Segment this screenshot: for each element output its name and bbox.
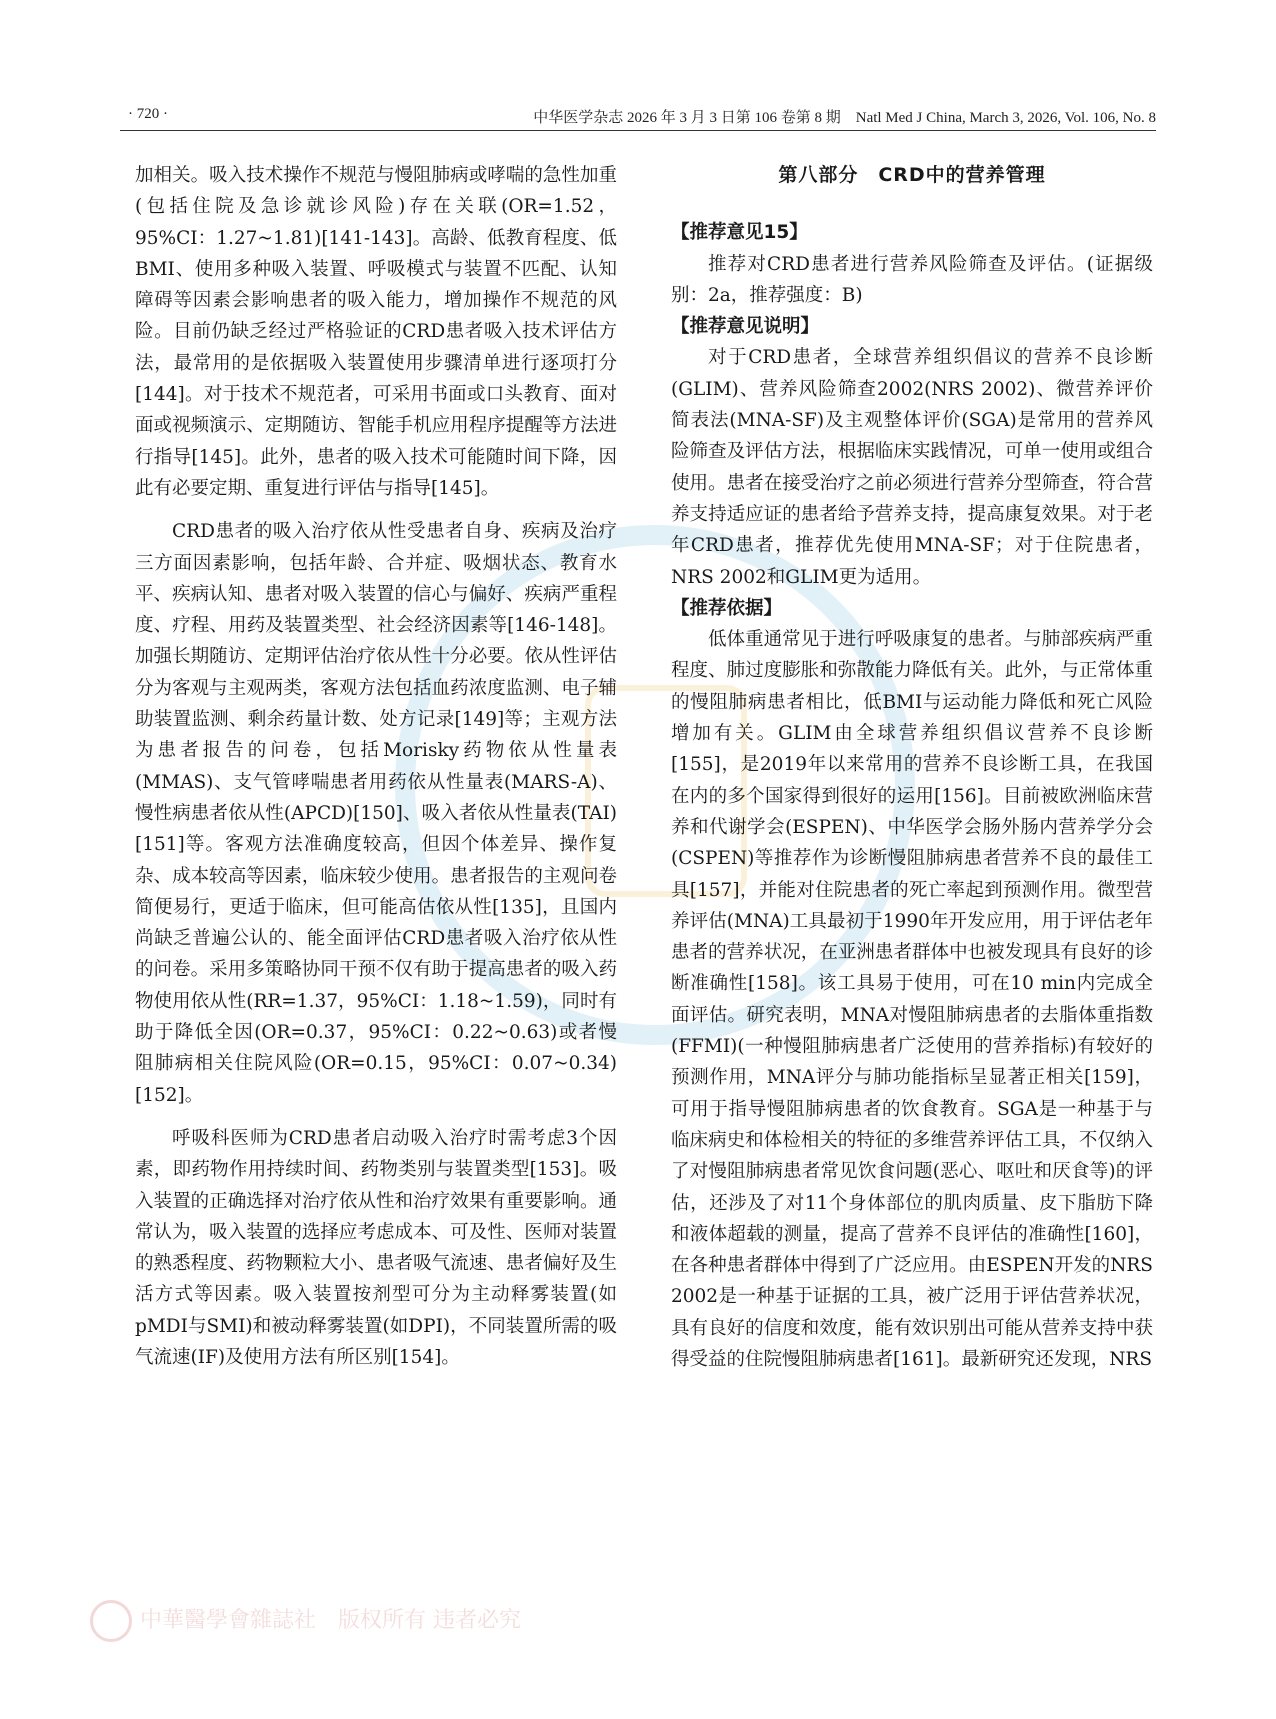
paragraph: 加相关。吸入技术操作不规范与慢阻肺病或哮喘的急性加重(包括住院及急诊就诊风险)存在关联(OR=1.52，95%CI：1.27~1.81)[141-143]。高龄、低教育程度、低BMI、使用多种吸入装置、呼吸模式与装置不匹配、认知障碍等因素会影响患者的吸入能力，增加操作不规范的风险。目前仍缺乏经过严格验证的CRD患者吸入技术评估方法，最常用的是依据吸入装置使用步骤清单进行逐项打分[144]。对于技术不规范者，可采用书面或口头教育、面对面或视频演示、定期随访、智能手机应用程序提醒等方法进行指导[145]。此外，患者的吸入技术可能随时间下降，因此有必要定期、重复进行评估与指导[145]。	[135, 165, 617, 499]
recommendation-heading: 【推荐意见15】	[671, 222, 808, 244]
basis-heading: 【推荐依据】	[671, 597, 783, 619]
section-title: 第八部分 CRD中的营养管理	[778, 164, 1046, 186]
right-column	[671, 160, 1153, 1375]
page-number: · 720 ·	[128, 106, 168, 122]
paragraph: 呼吸科医师为CRD患者启动吸入治疗时需考虑3个因素，即药物作用持续时间、药物类别与装置类型[153]。吸入装置的正确选择对治疗依从性和治疗效果有重要影响。通常认为，吸入装置的选择应考虑成本、可及性、医师对装置的熟悉程度、药物颗粒大小、患者吸气流速、患者偏好及生活方式等因素。吸入装置按剂型可分为主动释雾装置(如pMDI与SMI)和被动释雾装置(如DPI)，不同装置所需的吸气流速(IF)及使用方法有所区别[154]。	[135, 1127, 617, 1368]
running-header	[120, 100, 1156, 131]
publisher-seal-icon	[90, 1600, 132, 1642]
journal-citation: 中华医学杂志 2026 年 3 月 3 日第 106 卷第 8 期 Natl Med J China, March 3, 2026, Vol. 106, No. 8	[533, 110, 1156, 126]
recommendation-text: 推荐对CRD患者进行营养风险筛查及评估。(证据级别：2a，推荐强度：B)	[671, 253, 1153, 306]
left-column	[135, 160, 617, 1373]
publisher-watermark: 中華醫學會雜誌社 版权所有 违者必究	[90, 1600, 510, 1640]
basis-text: 低体重通常见于进行呼吸康复的患者。与肺部疾病严重程度、肺过度膨胀和弥散能力降低有关。此外，与正常体重的慢阻肺病患者相比，低BMI与运动能力降低和死亡风险增加有关。GLIM由全球营养组织倡议营养不良诊断[155]，是2019年以来常用的营养不良诊断工具，在我国在内的多个国家得到很好的运用[156]。目前被欧洲临床营养和代谢学会(ESPEN)、中华医学会肠外肠内营养学分会(CSPEN)等推荐作为诊断慢阻肺病患者营养不良的最佳工具[157]，并能对住院患者的死亡率起到预测作用。微型营养评估(MNA)工具最初于1990年开发应用，用于评估老年患者的营养状况，在亚洲患者群体中也被发现具有良好的诊断准确性[158]。该工具易于使用，可在10 min内完成全面评估。研究表明，MNA对慢阻肺病患者的去脂体重指数(FFMI)(一种慢阻肺病患者广泛使用的营养指标)有较好的预测作用，MNA评分与肺功能指标呈显著正相关[159]，可用于指导慢阻肺病患者的饮食教育。SGA是一种基于与临床病史和体检相关的特征的多维营养评估工具，不仅纳入了对慢阻肺病患者常见饮食问题(恶心、呕吐和厌食等)的评估，还涉及了对11个身体部位的肌肉质量、皮下脂肪下降和液体超载的测量，提高了营养不良评估的准确性[160]，在各种患者群体中得到了广泛应用。由ESPEN开发的NRS 2002是一种基于证据的工具，被广泛用于评估营养状况，具有良好的信度和效度，能有效识别出可能从营养支持中获得受益的住院慢阻肺病患者[161]。最新研究还发现，NRS	[671, 629, 1153, 1370]
explanation-text: 对于CRD患者，全球营养组织倡议的营养不良诊断(GLIM)、营养风险筛查2002(NRS 2002)、微营养评价简表法(MNA-SF)及主观整体评价(SGA)是常用的营养风险筛查及评估方法，根据临床实践情况，可单一使用或组合使用。患者在接受治疗之前必须进行营养分型筛查，符合营养支持适应证的患者给予营养支持，提高康复效果。对于老年CRD患者，推荐优先使用MNA-SF；对于住院患者，NRS 2002和GLIM更为适用。	[671, 347, 1153, 588]
explanation-heading: 【推荐意见说明】	[671, 316, 820, 338]
paragraph: CRD患者的吸入治疗依从性受患者自身、疾病及治疗三方面因素影响，包括年龄、合并症、吸烟状态、教育水平、疾病认知、患者对吸入装置的信心与偏好、疾病严重程度、疗程、用药及装置类型、社会经济因素等[146-148]。加强长期随访、定期评估治疗依从性十分必要。依从性评估分为客观与主观两类，客观方法包括血药浓度监测、电子辅助装置监测、剩余药量计数、处方记录[149]等；主观方法为患者报告的问卷，包括Morisky药物依从性量表(MMAS)、支气管哮喘患者用药依从性量表(MARS-A)、慢性病患者依从性(APCD)[150]、吸入者依从性量表(TAI)[151]等。客观方法准确度较高，但因个体差异、操作复杂、成本较高等因素，临床较少使用。患者报告的主观问卷简便易行，更适于临床，但可能高估依从性[135]，且国内尚缺乏普遍公认的、能全面评估CRD患者吸入治疗依从性的问卷。采用多策略协同干预不仅有助于提高患者的吸入药物使用依从性(RR=1.37，95%CI：1.18~1.59)，同时有助于降低全因(OR=0.37，95%CI：0.22~0.63)或者慢阻肺病相关住院风险(OR=0.15，95%CI：0.07~0.34)[152]。	[135, 521, 617, 1106]
